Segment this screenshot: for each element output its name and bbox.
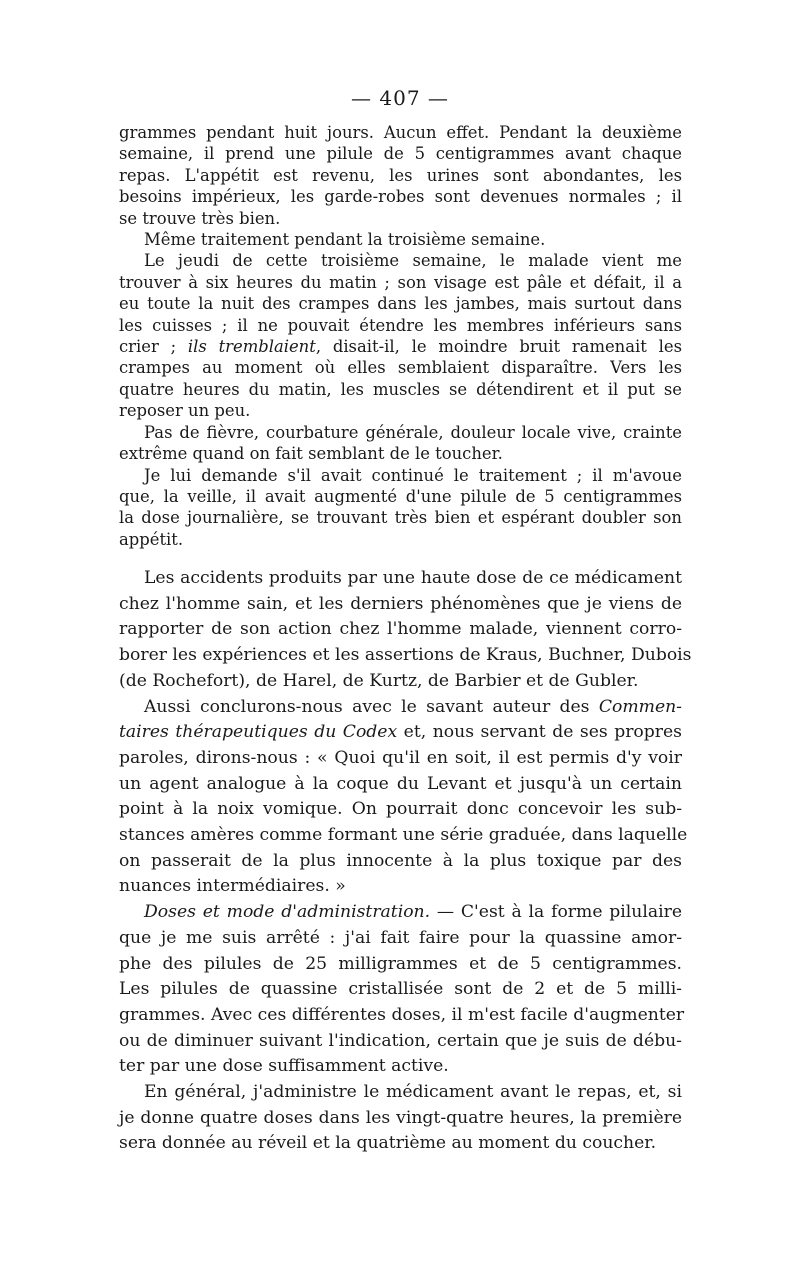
text-line: semaine, il prend une pilule de 5 centigrammes avant chaque xyxy=(119,144,682,164)
text-line: ter par une dose suffisamment active. xyxy=(119,1056,449,1077)
text-line: que je me suis arrêté : j'ai fait faire pour la quassine amor- xyxy=(119,927,682,948)
text-line: Pas de fièvre, courbature générale, douleur locale vive, crainte xyxy=(144,422,682,442)
text-line: se trouve très bien. xyxy=(119,208,281,228)
italic-title: Commen- xyxy=(598,696,682,717)
text-line: Je lui demande s'il avait continué le traitement ; il m'avoue xyxy=(144,465,682,485)
page-number: — 407 — xyxy=(351,86,449,110)
text-line: repas. L'appétit est revenu, les urines sont abondantes, les xyxy=(119,165,682,185)
text-line: un agent analogue à la coque du Levant et jusqu'à un certain xyxy=(119,773,682,794)
text-line: sera donnée au réveil et la quatrième au moment du coucher. xyxy=(119,1133,657,1154)
text-block-commentary xyxy=(119,566,692,1157)
text-segment: Aussi conclurons-nous avec le savant auteur des xyxy=(144,696,599,717)
text-line: les cuisses ; il ne pouvait étendre les membres inférieurs sans xyxy=(119,315,682,335)
text-block-case-report xyxy=(119,122,682,550)
text-line: stances amères comme formant une série graduée, dans laquelle xyxy=(119,825,688,846)
text-line xyxy=(119,336,682,357)
text-line xyxy=(119,720,682,746)
text-line: borer les expériences et les assertions de Kraus, Buchner, Dubois xyxy=(119,645,692,666)
text-line: Le jeudi de cette troisième semaine, le malade vient me xyxy=(144,251,682,271)
text-line xyxy=(119,695,682,721)
text-line: reposer un peu. xyxy=(119,401,251,421)
text-line: phe des pilules de 25 milligrammes et de 5 centigrammes. xyxy=(119,953,682,974)
text-line: extrême quand on fait semblant de le toucher. xyxy=(119,444,503,464)
text-line: appétit. xyxy=(119,529,184,549)
text-line: En général, j'administre le médicament avant le repas, et, si xyxy=(144,1082,682,1103)
text-segment: et, nous servant de ses propres xyxy=(397,722,682,743)
text-line: grammes. Avec ces différentes doses, il m'est facile d'augmenter xyxy=(119,1004,685,1025)
text-line: besoins impérieux, les garde-robes sont devenues normales ; il xyxy=(119,187,682,207)
text-line: Même traitement pendant la troisième semaine. xyxy=(144,230,546,250)
text-line: paroles, dirons-nous : « Quoi qu'il en soit, il est permis d'y voir xyxy=(119,747,682,768)
italic-heading: Doses et mode d'administration. xyxy=(144,902,431,923)
text-line: chez l'homme sain, et les derniers phénomènes que je viens de xyxy=(119,593,682,614)
text-line: (de Rochefort), de Harel, de Kurtz, de Barbier et de Gubler. xyxy=(119,670,639,691)
text-line: quatre heures du matin, les muscles se détendirent et il put se xyxy=(119,379,682,399)
italic-quote: ils tremblaient xyxy=(187,337,316,357)
text-segment: , disait-il, le moindre bruit ramenait les xyxy=(315,337,682,357)
text-segment: crier ; xyxy=(119,337,188,357)
italic-title: taires thérapeutiques du Codex xyxy=(119,722,398,743)
text-line: je donne quatre doses dans les vingt-quatre heures, la première xyxy=(119,1107,682,1128)
text-line xyxy=(119,900,682,926)
text-segment: — C'est à la forme pilulaire xyxy=(430,902,682,923)
text-line: la dose journalière, se trouvant très bien et espérant doubler son xyxy=(119,508,682,528)
text-line: nuances intermédiaires. » xyxy=(119,876,346,897)
text-line: eu toute la nuit des crampes dans les jambes, mais surtout dans xyxy=(119,294,682,314)
text-line: que, la veille, il avait augmenté d'une pilule de 5 centigrammes xyxy=(119,486,682,506)
text-line: ou de diminuer suivant l'indication, certain que je suis de débu- xyxy=(119,1030,682,1051)
text-line: trouver à six heures du matin ; son visage est pâle et défait, il a xyxy=(119,272,682,292)
text-line: Les pilules de quassine cristallisée sont de 2 et de 5 milli- xyxy=(119,979,682,1000)
text-line: grammes pendant huit jours. Aucun effet. Pendant la deuxième xyxy=(119,123,682,142)
text-line: on passerait de la plus innocente à la plus toxique par des xyxy=(119,850,682,871)
text-line: crampes au moment où elles semblaient disparaître. Vers les xyxy=(119,358,682,378)
text-line: Les accidents produits par une haute dose de ce médicament xyxy=(144,568,682,588)
text-line: point à la noix vomique. On pourrait donc concevoir les sub- xyxy=(119,799,682,820)
text-line: rapporter de son action chez l'homme malade, viennent corro- xyxy=(119,619,682,640)
